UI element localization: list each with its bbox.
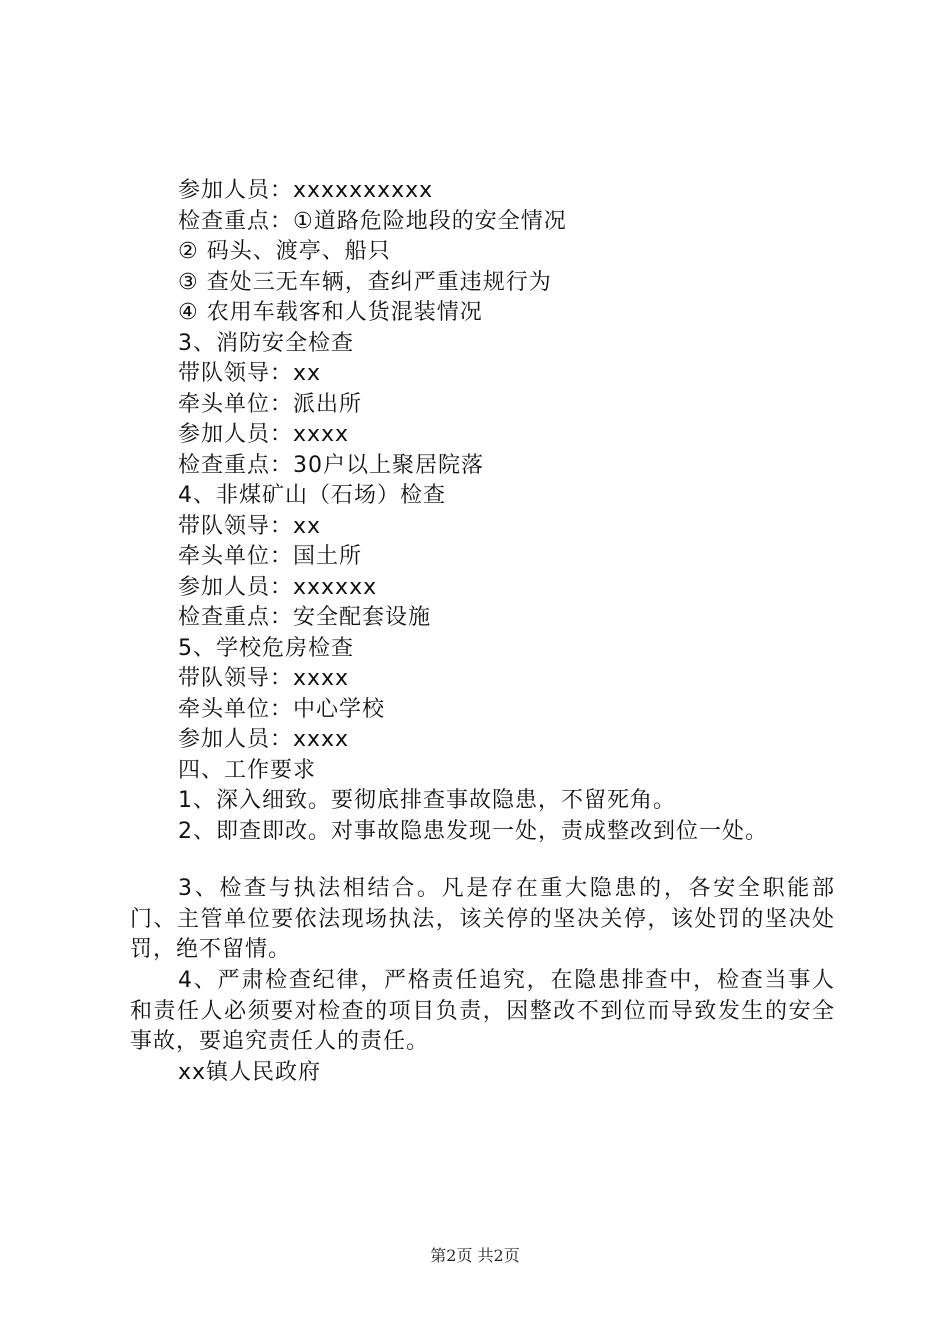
text-line: 带队领导：xx xyxy=(178,513,322,539)
text-line: 带队领导：xxxx xyxy=(178,666,350,691)
text-line: 带队领导：xx xyxy=(178,361,322,386)
text-line: 参加人员：xxxx xyxy=(178,422,350,447)
text-line: 参加人员：xxxx xyxy=(178,727,350,752)
signature: xx镇人民政府 xyxy=(178,1060,322,1085)
document-body xyxy=(178,176,838,847)
text-line: 检查重点：30户以上聚居院落 xyxy=(178,452,484,478)
text-line: 参加人员：xxxxxx xyxy=(178,574,378,600)
section-heading: 4、非煤矿山（石场）检查 xyxy=(178,483,446,508)
text-line: 参加人员：xxxxxxxxxx xyxy=(178,178,434,203)
text-line: 牵头单位：派出所 xyxy=(178,391,363,417)
text-line: 牵头单位：国土所 xyxy=(178,544,363,569)
page-footer: 第2页 共2页 xyxy=(430,1246,520,1265)
requirement-paragraph-4: 4、严肃检查纪律，严格责任追究，在隐患排查中，检查当事人和责任人必须要对检查的项目负责，因整改不到位而导致发生的安全事故，要追究责任人的责任。 xyxy=(130,968,835,1054)
text-line: 检查重点：安全配套设施 xyxy=(178,605,432,630)
text-line: 检查重点：①道路危险地段的安全情况 xyxy=(178,208,567,234)
section-heading: 5、学校危房检查 xyxy=(178,635,354,661)
text-line: ② 码头、渡亭、船只 xyxy=(178,239,391,264)
text-line: ③ 查处三无车辆，查纠严重违规行为 xyxy=(178,269,552,295)
requirement-paragraph-3: 3、检查与执法相结合。凡是存在重大隐患的，各安全职能部门、主管单位要依法现场执法，该关停的坚决关停，该处罚的坚决处罚，绝不留情。 xyxy=(130,876,835,962)
text-line: 牵头单位：中心学校 xyxy=(178,696,386,722)
text-line: ④ 农用车载客和人货混装情况 xyxy=(178,300,483,325)
section-heading: 四、工作要求 xyxy=(178,757,317,783)
text-line: 2、即查即改。对事故隐患发现一处，责成整改到位一处。 xyxy=(178,818,768,844)
section-heading: 3、消防安全检查 xyxy=(178,330,354,356)
text-line: 1、深入细致。要彻底排查事故隐患，不留死角。 xyxy=(178,788,676,813)
